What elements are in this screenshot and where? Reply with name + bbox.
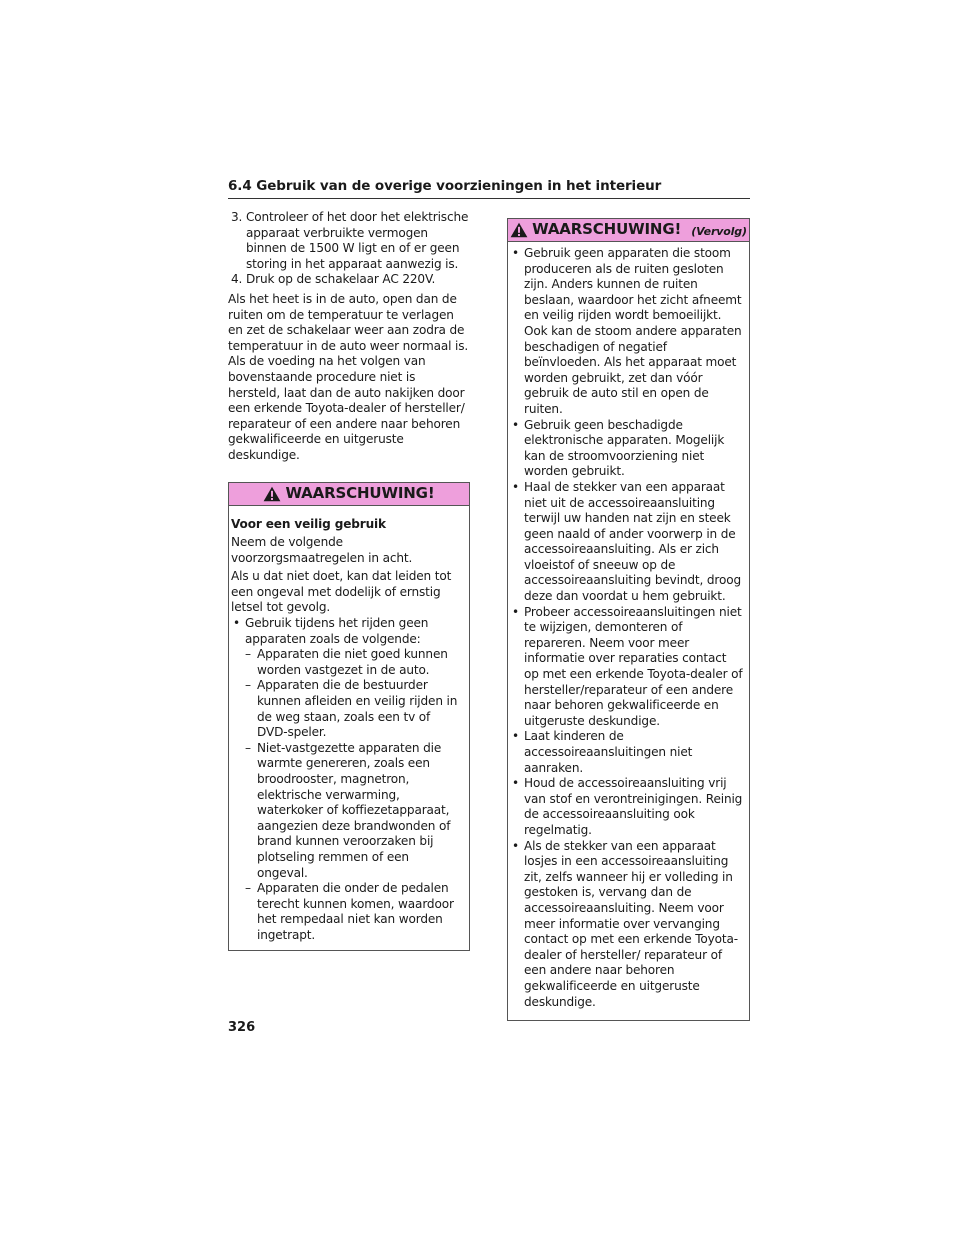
warning-triangle-icon [510,222,528,238]
warning-title: WAARSCHUWING! [285,483,435,502]
step-number: 3. [231,210,243,224]
steps-list [228,210,470,288]
bullet-dot: • [233,616,240,631]
step-text: Druk op de schakelaar AC 220V. [246,272,436,287]
dash-item: – Apparaten die niet goed kunnen worden vastgezet in de auto. [245,647,448,677]
warning-body [508,242,749,1020]
dash-text: Apparaten die de bestuurder kunnen afleiden en veilig rijden in de weg staan, zoals een tv of DVD-speler. [257,678,458,740]
dash-item: – Apparaten die de bestuurder kunnen afleiden en veilig rijden in de weg staan, zoals een tv of DVD-speler. [245,678,458,740]
bullet-item: • Laat kinderen de accessoireaansluitingen niet aanraken. [512,729,693,775]
bullet-text: Haal de stekker van een apparaat niet uit de accessoireaansluiting terwijl uw handen nat zijn en steek geen naald of ander voorwerp in de accessoireaansluiting. Als er zich vloeistof of sneeuw op de accessoireaansluiting bevindt, droog deze dan voordat u hem gebruikt. [524,479,741,604]
warning-header [229,483,469,506]
warning-box-continued [507,218,750,1021]
dash-item: – Apparaten die onder de pedalen terecht kunnen komen, waardoor het rempedaal niet kan worden ingetrapt. [245,881,454,942]
warning-intro: Als u dat niet doet, kan dat leiden tot een ongeval met dodelijk of ernstig letsel tot gevolg. [231,569,452,615]
bullet-item: • Gebruik geen apparaten die stoom produceren als de ruiten gesloten zijn. Anders kunnen de ruiten beslaan, waardoor het zicht afneemt en veilig rijden wordt bemoeilijkt. Ook kan de stoom andere apparaten beschadigen of negatief beïnvloeden. Als het apparaat moet worden gebruikt, zet dan vóór gebruik de auto stil en open de ruiten. [512,246,742,416]
dash-text: Niet-vastgezette apparaten die warmte genereren, zoals een broodrooster, magnetron, elektrische verwarming, waterkoker of koffiezetapparaat, aangezien deze brandwonden of brand kunnen veroorzaken bij plotseling remmen of een ongeval. [257,740,451,880]
warning-subtitle: Voor een veilig gebruik [231,516,386,531]
bullet-item: • Gebruik geen beschadigde elektronische apparaten. Mogelijk kan de stroomvoorziening niet worden gebruikt. [512,417,725,479]
warning-body [229,506,469,950]
bullet-item: • Houd de accessoireaansluiting vrij van stof en verontreinigingen. Reinig de accessoireaansluiting ook regelmatig. [512,776,743,837]
bullet-item: • Haal de stekker van een apparaat niet uit de accessoireaansluiting terwijl uw handen nat zijn en steek geen naald of ander voorwerp in de accessoireaansluiting. Als er zich vloeistof of sneeuw op de accessoireaansluiting bevindt, droog deze dan voordat u hem gebruikt. [512,479,741,604]
bullet-item [231,616,463,943]
step-item [228,272,470,288]
bullet-text: Probeer accessoireaansluitingen niet te wijzigen, demonteren of repareren. Neem voor meer informatie over reparaties contact op met een erkende Toyota-dealer of hersteller/reparateur of een andere naar behoren gekwalificeerde en uitgeruste deskundige. [524,604,743,728]
step-number: 4. [231,272,243,287]
warning-bullets [510,246,743,1010]
dash-text: Apparaten die niet goed kunnen worden vastgezet in de auto. [257,647,448,677]
step-text: Controleer of het door het elektrische apparaat verbruikte vermogen binnen de 1500 W ligt en of er geen storing in het apparaat aanwezig is. [246,210,469,271]
bullet-text: Houd de accessoireaansluiting vrij van stof en verontreinigingen. Reinig de accessoireaansluiting ook regelmatig. [524,776,743,837]
info-paragraph: Als het heet is in de auto, open dan de ruiten om de temperatuur te verlagen en zet de schakelaar weer aan zodra de temperatuur in de auto weer normaal is. Als de voeding na het volgen van bovenstaande procedure niet is hersteld, laat dan de auto nakijken door een erkende Toyota-dealer of hersteller/ reparateur of een andere naar behoren gekwalificeerde en uitgeruste deskundige. [228,291,469,462]
right-column [507,218,750,1021]
bullet-text: Gebruik geen apparaten die stoom produceren als de ruiten gesloten zijn. Anders kunnen de ruiten beslaan, waardoor het zicht afneemt en veilig rijden wordt bemoeilijkt. Ook kan de stoom andere apparaten beschadigen of negatief beïnvloeden. Als het apparaat moet worden gebruikt, zet dan vóór gebruik de auto stil en open de ruiten. [524,246,742,416]
warning-continued-label: (Vervolg) [691,224,747,238]
warning-header [508,219,749,242]
bullet-text: Gebruik geen beschadigde elektronische apparaten. Mogelijk kan de stroomvoorziening niet worden gebruikt. [524,417,725,479]
bullet-text: Gebruik tijdens het rijden geen apparaten zoals de volgende: [245,616,429,646]
dash-text: Apparaten die onder de pedalen terecht kunnen komen, waardoor het rempedaal niet kan worden ingetrapt. [257,881,454,942]
bullet-item: • Probeer accessoireaansluitingen niet te wijzigen, demonteren of repareren. Neem voor meer informatie over reparaties contact op met een erkende Toyota-dealer of hersteller/reparateur of een andere naar behoren gekwalificeerde en uitgeruste deskundige. [512,604,743,728]
bullet-item: • Als de stekker van een apparaat losjes in een accessoireaansluiting zit, zelfs wanneer hij er volleding in gestoken is, vervang dan de accessoireaansluiting. Neem voor meer informatie over vervanging contact op met een erkende Toyota-dealer of hersteller/ reparateur of een andere naar behoren gekwalificeerde en uitgeruste deskundige. [512,838,738,1009]
warning-box [228,482,470,951]
warning-intro: Neem de volgende voorzorgsmaatregelen in acht. [231,535,413,565]
warning-bullets [231,616,463,943]
bullet-text: Laat kinderen de accessoireaansluitingen niet aanraken. [524,729,693,775]
left-column [228,210,470,951]
section-header: 6.4 Gebruik van de overige voorzieningen in het interieur [228,178,750,199]
page-number: 326 [228,1020,256,1035]
warning-title: WAARSCHUWING! [532,220,682,239]
warning-triangle-icon [263,486,281,502]
bullet-text: Als de stekker van een apparaat losjes in een accessoireaansluiting zit, zelfs wanneer hij er volleding in gestoken is, vervang dan de accessoireaansluiting. Neem voor meer informatie over vervanging contact op met een erkende Toyota-dealer of hersteller/ reparateur of een andere naar behoren gekwalificeerde en uitgeruste deskundige. [524,838,738,1009]
dash-item: – Niet-vastgezette apparaten die warmte genereren, zoals een broodrooster, magnetron, elektrische verwarming, waterkoker of koffiezetapparaat, aangezien deze brandwonden of brand kunnen veroorzaken bij plotseling remmen of een ongeval. [245,740,451,880]
step-item [228,210,470,272]
dash-list [231,647,463,943]
